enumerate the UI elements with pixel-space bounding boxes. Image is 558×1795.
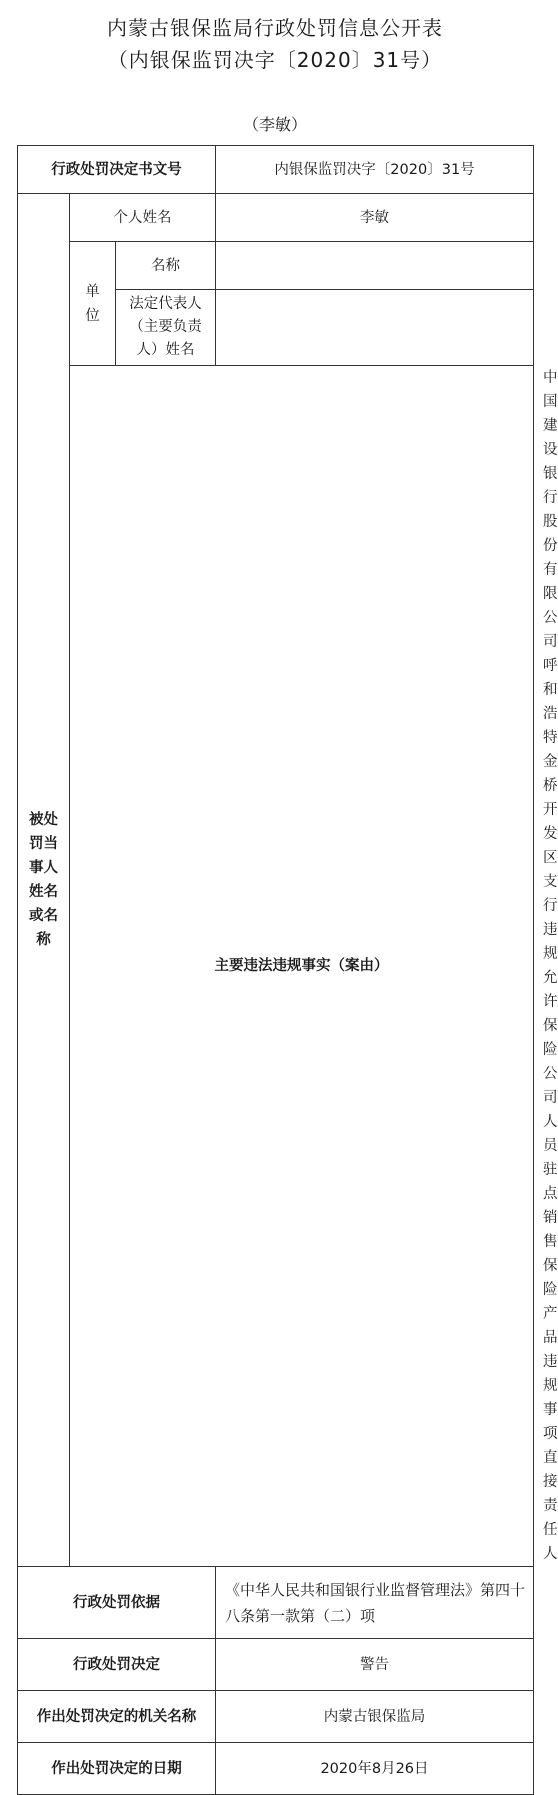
basis-value: 《中华人民共和国银行业监督管理法》第四十八条第一款第（二）项 bbox=[216, 1567, 534, 1639]
table-row: 主要违法违规事实（案由） 中国建设银行股份有限公司呼和浩特金桥开发区支行违规允许保险公司人员驻点销售保险产品违规事项直接责任人 bbox=[18, 366, 534, 1567]
doc-number-label: 行政处罚决定书文号 bbox=[18, 146, 216, 194]
decision-label: 行政处罚决定 bbox=[18, 1639, 216, 1691]
table-row bbox=[18, 194, 534, 242]
authority-value: 内蒙古银保监局 bbox=[216, 1691, 534, 1743]
doc-number-value: 内银保监罚决字〔2020〕31号 bbox=[216, 146, 534, 194]
table-row bbox=[18, 1639, 534, 1691]
date-value: 2020年8月26日 bbox=[216, 1743, 534, 1795]
document-number-title: （内银保监罚决字〔2020〕31号） bbox=[107, 48, 443, 72]
decision-value: 警告 bbox=[216, 1639, 534, 1691]
unit-name-label: 名称 bbox=[116, 242, 216, 290]
individual-name-label: 个人姓名 bbox=[70, 194, 216, 242]
date-label: 作出处罚决定的日期 bbox=[18, 1743, 216, 1795]
individual-name-value: 李敏 bbox=[216, 194, 534, 242]
unit-name-value bbox=[216, 242, 534, 290]
legal-rep-value bbox=[216, 290, 534, 366]
table-row bbox=[18, 242, 534, 290]
legal-rep-label: 法定代表人（主要负责人）姓名 bbox=[116, 290, 216, 366]
party-group-label: 被处罚当事人姓名或名称 bbox=[18, 194, 70, 1567]
party-name-caption: （李敏） bbox=[242, 115, 307, 134]
unit-label: 单位 bbox=[70, 242, 116, 366]
document-title: 内蒙古银保监局行政处罚信息公开表 bbox=[107, 16, 443, 40]
penalty-info-table bbox=[17, 145, 558, 1795]
table-row bbox=[18, 146, 534, 194]
facts-label: 主要违法违规事实（案由） bbox=[70, 366, 534, 1567]
table-row bbox=[18, 1743, 534, 1795]
table-row bbox=[18, 1567, 534, 1639]
authority-label: 作出处罚决定的机关名称 bbox=[18, 1691, 216, 1743]
table-row bbox=[18, 1691, 534, 1743]
basis-label: 行政处罚依据 bbox=[18, 1567, 216, 1639]
